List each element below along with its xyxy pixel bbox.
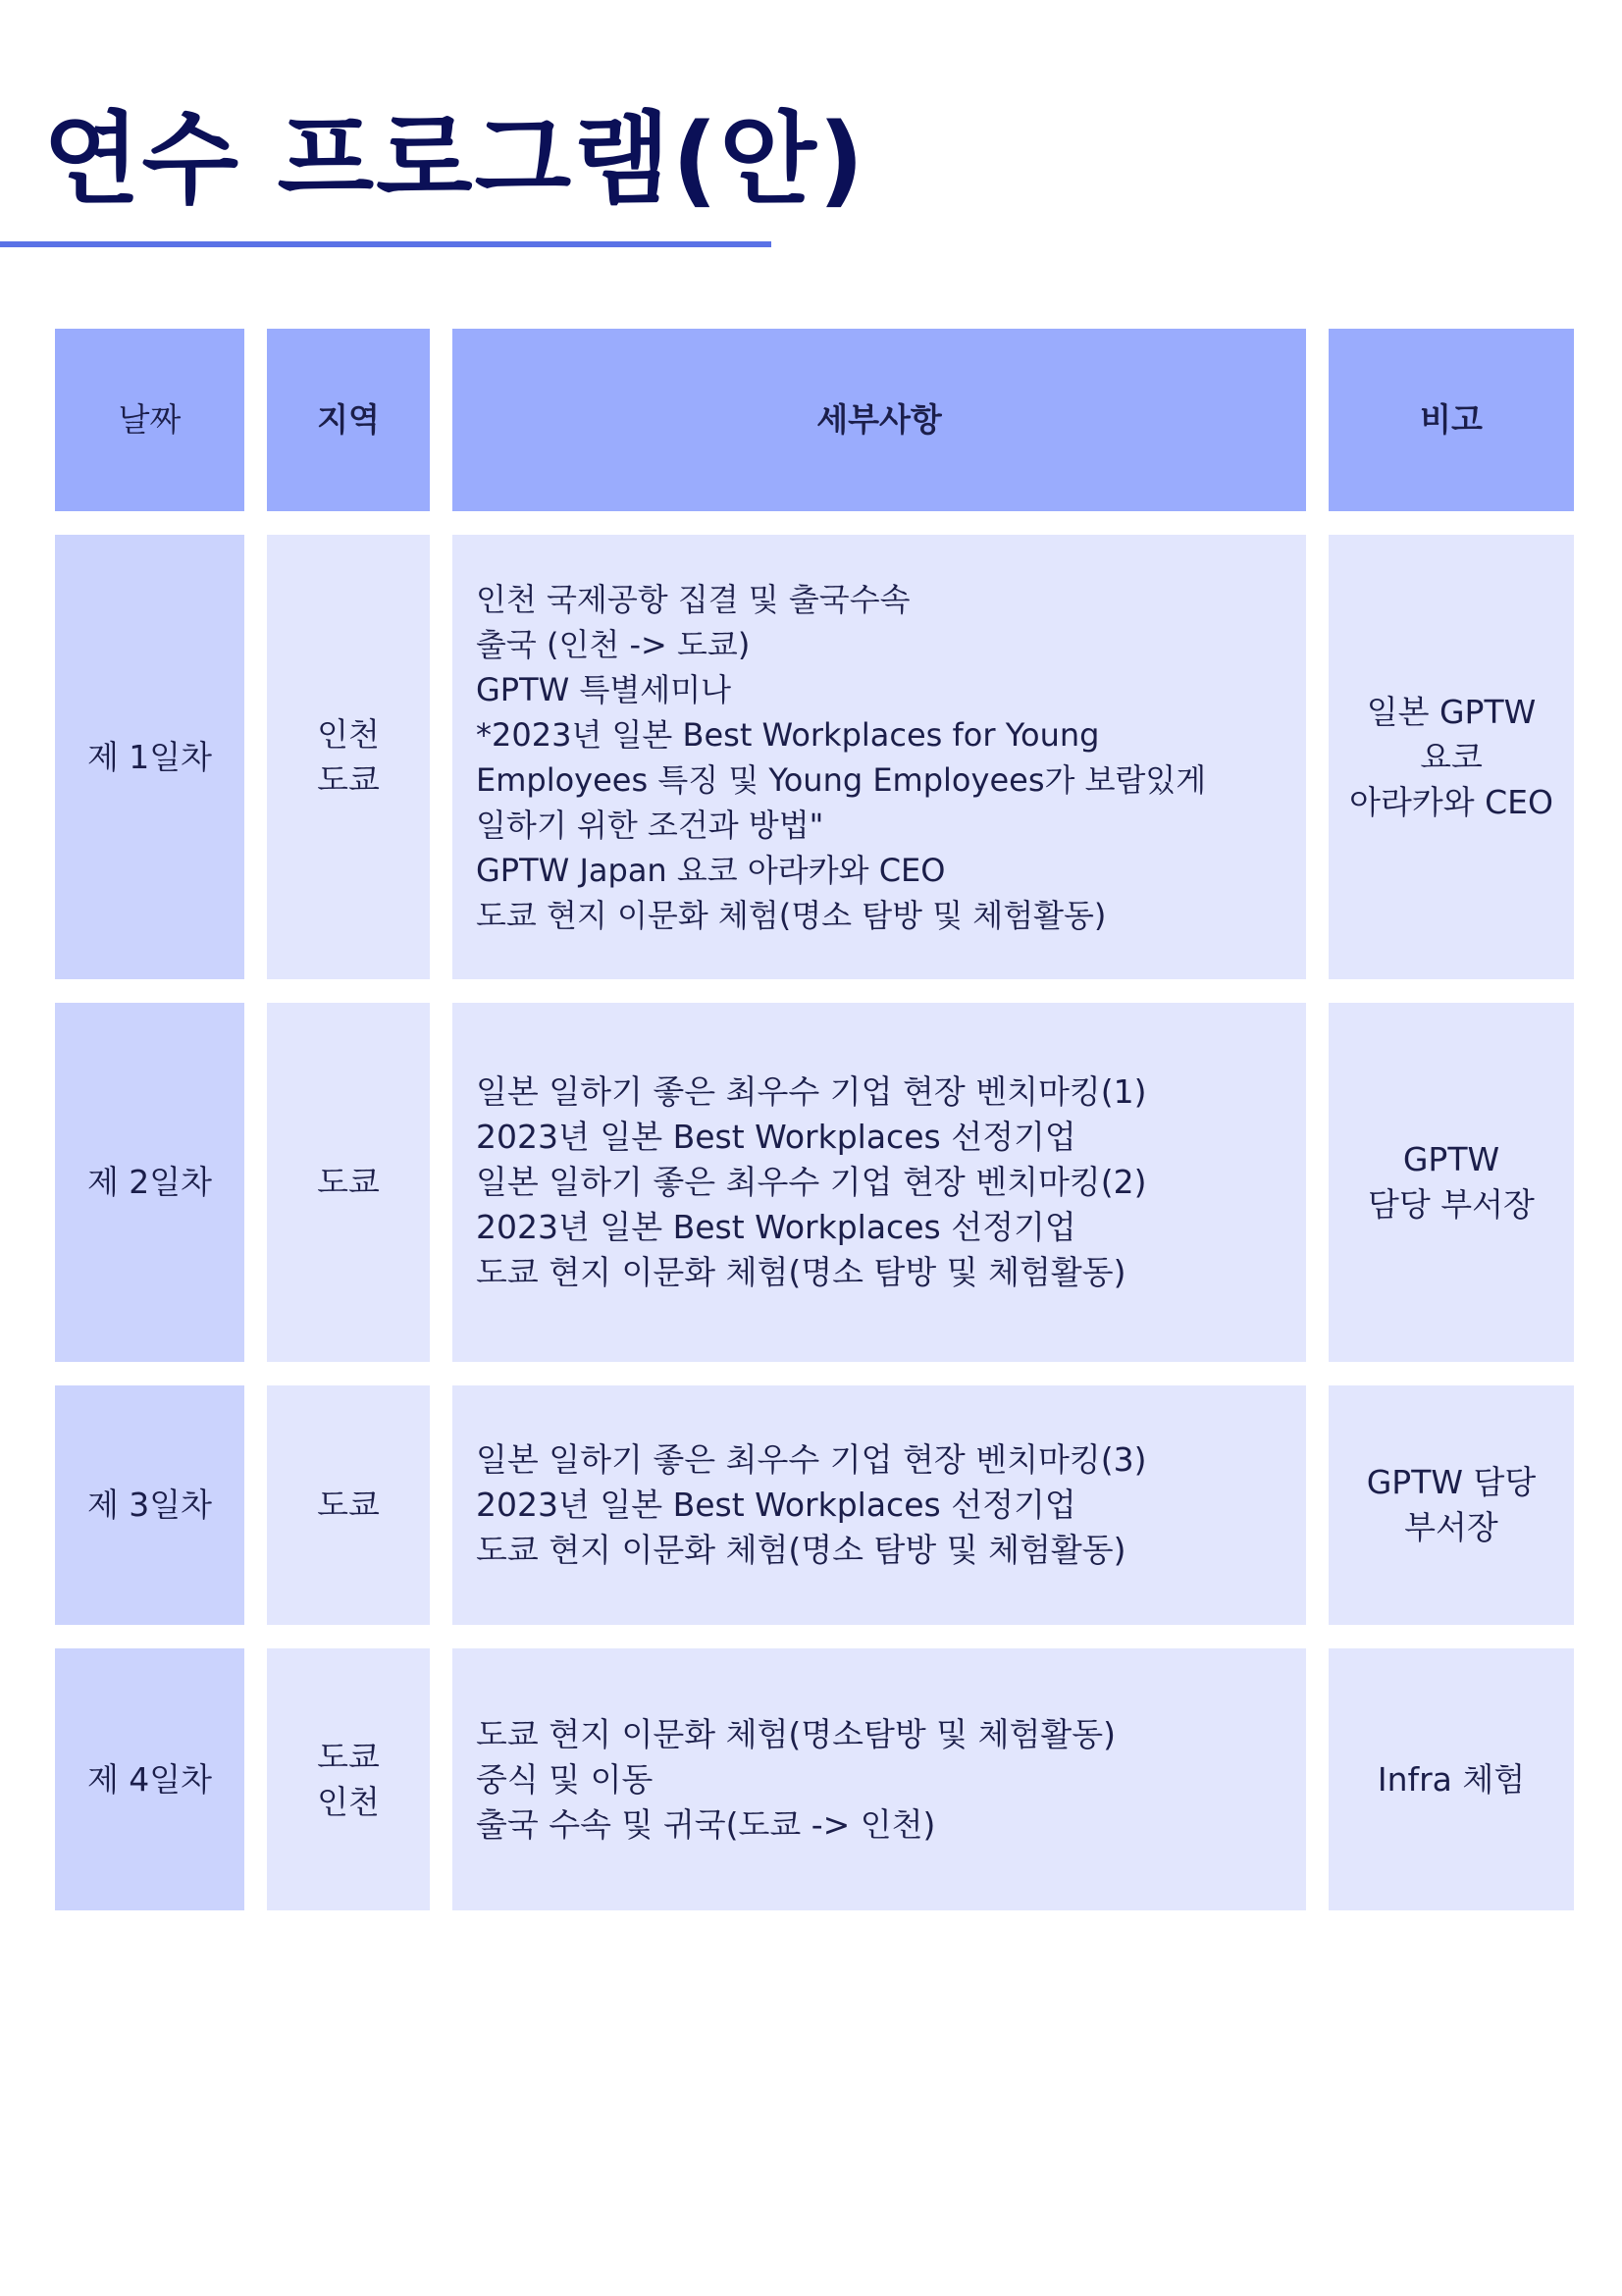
header-date-label: 날짜 [118, 400, 182, 439]
table-row-2-date [55, 1003, 244, 1362]
table-row-3-notes [1329, 1385, 1574, 1625]
region-label: 인천 도쿄 [317, 714, 380, 799]
region-label: 도쿄 [317, 1163, 380, 1201]
notes-text: GPTW 담당 부서장 [1366, 1463, 1537, 1546]
table-row-4-date [55, 1648, 244, 1910]
details-text: 도쿄 현지 이문화 체험(명소탐방 및 체험활동) 중식 및 이동 출국 수속 및 귀국(도쿄 -> 인천) [476, 1714, 1117, 1844]
details-text: 일본 일하기 좋은 최우수 기업 현장 벤치마킹(1) 2023년 일본 Best Workplaces 선정기업 일본 일하기 좋은 최우수 기업 현장 벤치마킹(2) 2023년 일본 Best Workplaces 선정기업 도쿄 현지 이문화 체험(명소 탐방 및 체험활동) [476, 1072, 1147, 1291]
table-row-2-region [267, 1003, 430, 1362]
date-label: 제 3일차 [86, 1486, 213, 1524]
table-row-1-details [452, 535, 1306, 979]
table-row-3-details [452, 1385, 1306, 1625]
date-label: 제 1일차 [86, 737, 213, 776]
table-row-2-notes [1329, 1003, 1574, 1362]
table-row-4-details [452, 1648, 1306, 1910]
notes-text: GPTW 담당 부서장 [1368, 1140, 1535, 1224]
details-text: 일본 일하기 좋은 최우수 기업 현장 벤치마킹(3) 2023년 일본 Best Workplaces 선정기업 도쿄 현지 이문화 체험(명소 탐방 및 체험활동) [476, 1440, 1147, 1569]
header-notes-label: 비고 [1420, 400, 1483, 439]
header-region [267, 329, 430, 511]
table-row-1-region [267, 535, 430, 979]
notes-text: 일본 GPTW 요코 아라카와 CEO [1349, 692, 1553, 821]
region-label: 도쿄 인천 [317, 1737, 380, 1821]
table-row-4-notes [1329, 1648, 1574, 1910]
table-row-1-date [55, 535, 244, 979]
title-underline [0, 241, 771, 247]
page-title: 연수 프로그램(안) [43, 102, 866, 219]
header-details [452, 329, 1306, 511]
table-row-1-notes [1329, 535, 1574, 979]
date-label: 제 4일차 [86, 1759, 213, 1799]
region-label: 도쿄 [317, 1486, 380, 1524]
table-row-3-region [267, 1385, 430, 1625]
header-region-label: 지역 [317, 400, 380, 439]
date-label: 제 2일차 [86, 1163, 213, 1201]
table-row-3-date [55, 1385, 244, 1625]
table-row-2-details [452, 1003, 1306, 1362]
details-text: 인천 국제공항 집결 및 출국수속 출국 (인천 -> 도쿄) GPTW 특별세미나 *2023년 일본 Best Workplaces for Young Employees 특징 및 Young Employees가 보람있게 일하기 위한 조건과 방법" GPTW Japan 요코 아라카와 CEO 도쿄 현지 이문화 체험(명소 탐방 및 체험활동) [476, 580, 1207, 934]
header-details-label: 세부사항 [816, 400, 942, 439]
notes-text: Infra 체험 [1377, 1759, 1526, 1799]
header-date [55, 329, 244, 511]
header-notes [1329, 329, 1574, 511]
table-row-4-region [267, 1648, 430, 1910]
